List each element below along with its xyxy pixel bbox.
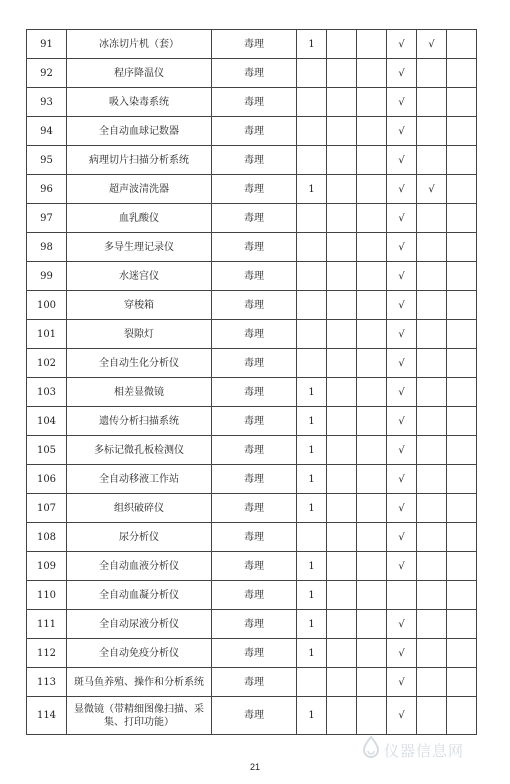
cell-check-c8: √	[417, 30, 447, 59]
cell-check-c5	[327, 204, 357, 233]
table-row	[27, 610, 477, 639]
table-row	[27, 581, 477, 610]
cell-check-c7: √	[387, 117, 417, 146]
cell-serial-number: 113	[27, 668, 67, 697]
cell-check-c6	[357, 88, 387, 117]
cell-equipment-name: 全自动血凝分析仪	[67, 581, 212, 610]
cell-equipment-name: 斑马鱼养殖、操作和分析系统	[67, 668, 212, 697]
table-row	[27, 668, 477, 697]
cell-check-c6	[357, 378, 387, 407]
cell-equipment-name: 穿梭箱	[67, 291, 212, 320]
cell-department: 毒理	[212, 349, 297, 378]
cell-check-c5	[327, 233, 357, 262]
cell-check-c5	[327, 378, 357, 407]
cell-check-c5	[327, 639, 357, 668]
cell-serial-number: 94	[27, 117, 67, 146]
cell-department: 毒理	[212, 697, 297, 735]
cell-serial-number: 100	[27, 291, 67, 320]
cell-check-c6	[357, 523, 387, 552]
cell-check-c9	[447, 320, 477, 349]
table-row	[27, 320, 477, 349]
cell-equipment-name: 多导生理记录仪	[67, 233, 212, 262]
cell-department: 毒理	[212, 59, 297, 88]
cell-department: 毒理	[212, 175, 297, 204]
table-row	[27, 552, 477, 581]
cell-check-c9	[447, 436, 477, 465]
cell-check-c7: √	[387, 146, 417, 175]
table-row	[27, 349, 477, 378]
table-row	[27, 233, 477, 262]
cell-check-c9	[447, 291, 477, 320]
table-body	[27, 30, 477, 735]
cell-serial-number: 106	[27, 465, 67, 494]
cell-check-c8	[417, 436, 447, 465]
cell-check-c9	[447, 465, 477, 494]
cell-check-c9	[447, 349, 477, 378]
cell-check-c6	[357, 291, 387, 320]
cell-department: 毒理	[212, 494, 297, 523]
cell-check-c5	[327, 668, 357, 697]
cell-check-c8	[417, 494, 447, 523]
cell-check-c6	[357, 436, 387, 465]
cell-department: 毒理	[212, 436, 297, 465]
cell-equipment-name: 相差显微镜	[67, 378, 212, 407]
cell-check-c9	[447, 552, 477, 581]
cell-check-c7: √	[387, 233, 417, 262]
table-row	[27, 697, 477, 735]
cell-check-c9	[447, 175, 477, 204]
cell-serial-number: 111	[27, 610, 67, 639]
cell-check-c6	[357, 349, 387, 378]
cell-check-c6	[357, 30, 387, 59]
cell-quantity: 1	[297, 697, 327, 735]
cell-serial-number: 105	[27, 436, 67, 465]
table-row	[27, 407, 477, 436]
cell-equipment-name: 程序降温仪	[67, 59, 212, 88]
cell-department: 毒理	[212, 523, 297, 552]
cell-check-c9	[447, 204, 477, 233]
table-row	[27, 59, 477, 88]
cell-serial-number: 92	[27, 59, 67, 88]
cell-check-c6	[357, 581, 387, 610]
cell-serial-number: 99	[27, 262, 67, 291]
cell-serial-number: 97	[27, 204, 67, 233]
table-row	[27, 378, 477, 407]
cell-check-c8	[417, 146, 447, 175]
table-row	[27, 117, 477, 146]
cell-department: 毒理	[212, 407, 297, 436]
table-row	[27, 175, 477, 204]
cell-check-c7: √	[387, 436, 417, 465]
cell-equipment-name: 水迷宫仪	[67, 262, 212, 291]
cell-check-c8	[417, 233, 447, 262]
table-row	[27, 465, 477, 494]
cell-department: 毒理	[212, 639, 297, 668]
cell-department: 毒理	[212, 610, 297, 639]
cell-equipment-name: 显微镜（带精细图像扫描、采集、打印功能）	[67, 697, 212, 735]
cell-quantity	[297, 117, 327, 146]
cell-check-c7: √	[387, 465, 417, 494]
cell-equipment-name: 全自动尿液分析仪	[67, 610, 212, 639]
cell-check-c7: √	[387, 262, 417, 291]
cell-check-c9	[447, 146, 477, 175]
cell-check-c8	[417, 552, 447, 581]
cell-check-c8: √	[417, 175, 447, 204]
cell-quantity: 1	[297, 610, 327, 639]
cell-check-c7: √	[387, 668, 417, 697]
cell-department: 毒理	[212, 320, 297, 349]
cell-quantity	[297, 320, 327, 349]
cell-quantity	[297, 349, 327, 378]
cell-serial-number: 114	[27, 697, 67, 735]
cell-department: 毒理	[212, 233, 297, 262]
cell-check-c5	[327, 523, 357, 552]
cell-department: 毒理	[212, 204, 297, 233]
cell-check-c6	[357, 175, 387, 204]
cell-check-c7: √	[387, 59, 417, 88]
cell-check-c7: √	[387, 523, 417, 552]
cell-department: 毒理	[212, 581, 297, 610]
cell-check-c8	[417, 117, 447, 146]
cell-check-c5	[327, 407, 357, 436]
cell-equipment-name: 遗传分析扫描系统	[67, 407, 212, 436]
cell-serial-number: 104	[27, 407, 67, 436]
cell-check-c8	[417, 465, 447, 494]
cell-quantity	[297, 291, 327, 320]
cell-serial-number: 98	[27, 233, 67, 262]
cell-check-c8	[417, 378, 447, 407]
cell-check-c7: √	[387, 320, 417, 349]
cell-check-c9	[447, 494, 477, 523]
cell-check-c6	[357, 610, 387, 639]
cell-check-c5	[327, 262, 357, 291]
cell-check-c8	[417, 291, 447, 320]
cell-check-c5	[327, 146, 357, 175]
cell-check-c9	[447, 668, 477, 697]
cell-check-c5	[327, 610, 357, 639]
cell-quantity: 1	[297, 639, 327, 668]
cell-serial-number: 93	[27, 88, 67, 117]
cell-serial-number: 96	[27, 175, 67, 204]
cell-quantity	[297, 146, 327, 175]
cell-check-c7: √	[387, 494, 417, 523]
page-number: 21	[249, 762, 260, 772]
cell-check-c8	[417, 262, 447, 291]
cell-equipment-name: 全自动生化分析仪	[67, 349, 212, 378]
table-row	[27, 146, 477, 175]
cell-serial-number: 103	[27, 378, 67, 407]
cell-department: 毒理	[212, 552, 297, 581]
cell-serial-number: 101	[27, 320, 67, 349]
cell-serial-number: 91	[27, 30, 67, 59]
cell-department: 毒理	[212, 146, 297, 175]
cell-check-c6	[357, 639, 387, 668]
cell-check-c8	[417, 668, 447, 697]
cell-quantity	[297, 262, 327, 291]
cell-equipment-name: 冰冻切片机（套）	[67, 30, 212, 59]
watermark-logo-icon	[360, 735, 382, 759]
cell-check-c7: √	[387, 349, 417, 378]
cell-check-c6	[357, 697, 387, 735]
cell-department: 毒理	[212, 668, 297, 697]
cell-check-c5	[327, 175, 357, 204]
cell-equipment-name: 全自动血球记数器	[67, 117, 212, 146]
cell-check-c6	[357, 59, 387, 88]
cell-check-c9	[447, 610, 477, 639]
cell-serial-number: 112	[27, 639, 67, 668]
cell-check-c7: √	[387, 291, 417, 320]
cell-check-c9	[447, 117, 477, 146]
cell-serial-number: 110	[27, 581, 67, 610]
table-row	[27, 30, 477, 59]
cell-department: 毒理	[212, 291, 297, 320]
cell-equipment-name: 病理切片扫描分析系统	[67, 146, 212, 175]
cell-check-c6	[357, 233, 387, 262]
cell-department: 毒理	[212, 88, 297, 117]
cell-check-c9	[447, 30, 477, 59]
cell-equipment-name: 全自动血液分析仪	[67, 552, 212, 581]
cell-quantity: 1	[297, 436, 327, 465]
cell-quantity	[297, 204, 327, 233]
cell-equipment-name: 吸入染毒系统	[67, 88, 212, 117]
table-row	[27, 88, 477, 117]
table-row	[27, 262, 477, 291]
table-row	[27, 494, 477, 523]
cell-check-c9	[447, 88, 477, 117]
cell-quantity	[297, 59, 327, 88]
cell-check-c5	[327, 349, 357, 378]
cell-check-c6	[357, 262, 387, 291]
cell-check-c9	[447, 378, 477, 407]
cell-serial-number: 109	[27, 552, 67, 581]
cell-check-c8	[417, 639, 447, 668]
table-row	[27, 204, 477, 233]
cell-serial-number: 108	[27, 523, 67, 552]
watermark-text: 仪器信息网	[384, 742, 465, 760]
table-row	[27, 639, 477, 668]
cell-check-c8	[417, 59, 447, 88]
cell-equipment-name: 多标记微孔板检测仪	[67, 436, 212, 465]
cell-check-c7: √	[387, 552, 417, 581]
cell-check-c8	[417, 349, 447, 378]
cell-check-c9	[447, 407, 477, 436]
cell-check-c6	[357, 407, 387, 436]
cell-check-c5	[327, 59, 357, 88]
watermark	[360, 735, 500, 763]
cell-check-c6	[357, 465, 387, 494]
cell-equipment-name: 裂隙灯	[67, 320, 212, 349]
cell-check-c5	[327, 320, 357, 349]
cell-check-c6	[357, 552, 387, 581]
table-row	[27, 291, 477, 320]
cell-check-c7: √	[387, 175, 417, 204]
cell-check-c6	[357, 494, 387, 523]
cell-check-c5	[327, 581, 357, 610]
equipment-table	[26, 29, 477, 735]
cell-check-c6	[357, 668, 387, 697]
cell-check-c8	[417, 204, 447, 233]
cell-check-c5	[327, 494, 357, 523]
cell-check-c8	[417, 407, 447, 436]
cell-equipment-name: 组织破碎仪	[67, 494, 212, 523]
cell-quantity	[297, 88, 327, 117]
cell-quantity: 1	[297, 378, 327, 407]
cell-quantity: 1	[297, 407, 327, 436]
cell-check-c5	[327, 291, 357, 320]
cell-quantity	[297, 523, 327, 552]
cell-check-c5	[327, 436, 357, 465]
cell-department: 毒理	[212, 465, 297, 494]
cell-check-c7: √	[387, 697, 417, 735]
cell-quantity	[297, 668, 327, 697]
cell-check-c9	[447, 262, 477, 291]
table-row	[27, 436, 477, 465]
cell-quantity	[297, 233, 327, 262]
cell-quantity: 1	[297, 465, 327, 494]
cell-check-c6	[357, 117, 387, 146]
cell-equipment-name: 尿分析仪	[67, 523, 212, 552]
cell-check-c7: √	[387, 30, 417, 59]
cell-equipment-name: 全自动移液工作站	[67, 465, 212, 494]
cell-check-c7: √	[387, 407, 417, 436]
cell-quantity: 1	[297, 552, 327, 581]
cell-serial-number: 95	[27, 146, 67, 175]
cell-check-c5	[327, 465, 357, 494]
cell-serial-number: 102	[27, 349, 67, 378]
cell-quantity: 1	[297, 494, 327, 523]
cell-check-c7	[387, 581, 417, 610]
cell-check-c5	[327, 30, 357, 59]
cell-check-c9	[447, 639, 477, 668]
cell-check-c6	[357, 204, 387, 233]
cell-department: 毒理	[212, 117, 297, 146]
cell-check-c8	[417, 581, 447, 610]
cell-equipment-name: 全自动免疫分析仪	[67, 639, 212, 668]
cell-quantity: 1	[297, 581, 327, 610]
cell-check-c8	[417, 610, 447, 639]
cell-quantity: 1	[297, 175, 327, 204]
cell-check-c8	[417, 320, 447, 349]
cell-check-c6	[357, 146, 387, 175]
cell-check-c7: √	[387, 88, 417, 117]
cell-check-c5	[327, 88, 357, 117]
cell-check-c9	[447, 523, 477, 552]
cell-check-c5	[327, 697, 357, 735]
cell-check-c9	[447, 581, 477, 610]
cell-check-c7: √	[387, 378, 417, 407]
cell-check-c6	[357, 320, 387, 349]
table-row	[27, 523, 477, 552]
cell-check-c9	[447, 697, 477, 735]
cell-department: 毒理	[212, 262, 297, 291]
cell-check-c9	[447, 59, 477, 88]
cell-equipment-name: 血乳酸仪	[67, 204, 212, 233]
cell-check-c7: √	[387, 639, 417, 668]
cell-check-c8	[417, 523, 447, 552]
cell-equipment-name: 超声波清洗器	[67, 175, 212, 204]
cell-department: 毒理	[212, 30, 297, 59]
cell-check-c5	[327, 552, 357, 581]
cell-check-c9	[447, 233, 477, 262]
cell-department: 毒理	[212, 378, 297, 407]
cell-check-c8	[417, 697, 447, 735]
cell-serial-number: 107	[27, 494, 67, 523]
cell-check-c7: √	[387, 204, 417, 233]
cell-check-c7: √	[387, 610, 417, 639]
cell-quantity: 1	[297, 30, 327, 59]
cell-check-c8	[417, 88, 447, 117]
cell-check-c5	[327, 117, 357, 146]
